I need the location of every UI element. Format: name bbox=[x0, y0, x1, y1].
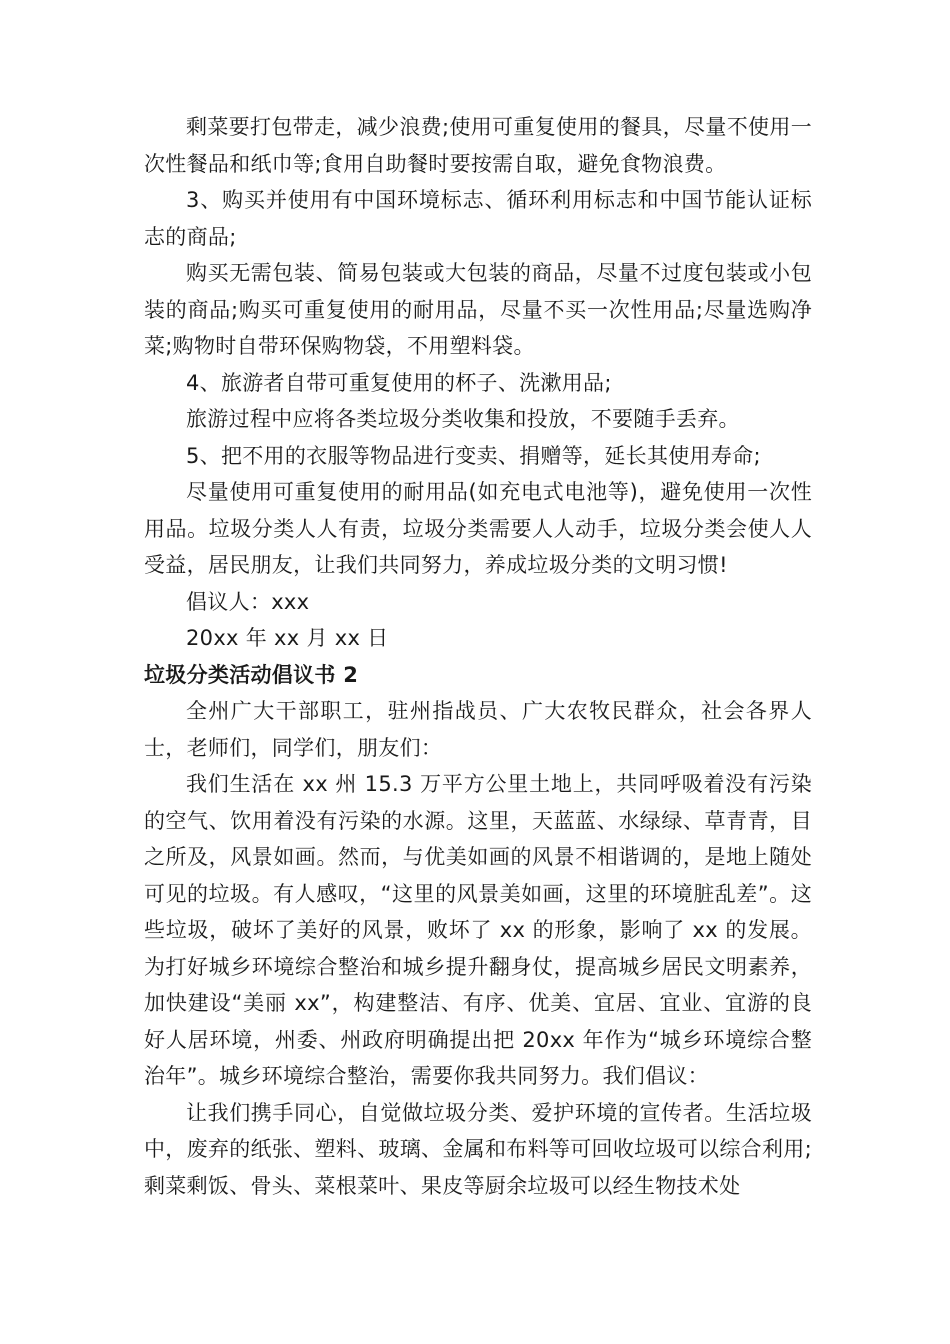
proposer-line: 倡议人：xxx bbox=[186, 589, 310, 614]
section-heading: 垃圾分类活动倡议书 2 bbox=[144, 662, 359, 687]
paragraph-item-3: 3、购买并使用有中国环境标志、循环利用标志和中国节能认证标志的商品; bbox=[144, 188, 812, 249]
paragraph-proposal: 让我们携手同心，自觉做垃圾分类、爱护环境的宣传者。生活垃圾中，废弃的纸张、塑料、玻璃、金属和布料等可回收垃圾可以综合利用;剩菜剩饭、骨头、菜根菜叶、果皮等厨余垃圾可以经生物技术处 bbox=[144, 1100, 812, 1198]
paragraph-item-4: 4、旅游者自带可重复使用的杯子、洗漱用品; bbox=[186, 370, 612, 395]
paragraph-item-5: 5、把不用的衣服等物品进行变卖、捐赠等，延长其使用寿命; bbox=[186, 443, 761, 468]
paragraph-salutation: 全州广大干部职工，驻州指战员、广大农牧民群众，社会各界人士，老师们，同学们，朋友们： bbox=[144, 699, 812, 760]
date-line: 20xx 年 xx 月 xx 日 bbox=[186, 626, 389, 650]
document-page bbox=[144, 109, 812, 1204]
paragraph-travel: 旅游过程中应将各类垃圾分类收集和投放，不要随手丢弃。 bbox=[186, 407, 740, 431]
paragraph-leftover-food: 剩菜要打包带走，减少浪费;使用可重复使用的餐具，尽量不使用一次性餐品和纸巾等;食用自助餐时要按需自取，避免食物浪费。 bbox=[144, 115, 812, 176]
paragraph-durable-goods: 尽量使用可重复使用的耐用品(如充电式电池等)，避免使用一次性用品。垃圾分类人人有责，垃圾分类需要人人动手，垃圾分类会使人人受益，居民朋友，让我们共同努力，养成垃圾分类的文明习惯! bbox=[144, 480, 812, 577]
paragraph-packaging: 购买无需包装、简易包装或大包装的商品，尽量不过度包装或小包装的商品;购买可重复使用的耐用品，尽量不买一次性用品;尽量选购净菜;购物时自带环保购物袋，不用塑料袋。 bbox=[144, 261, 812, 358]
paragraph-introduction: 我们生活在 xx 州 15.3 万平方公里土地上，共同呼吸着没有污染的空气、饮用着没有污染的水源。这里，天蓝蓝、水绿绿、草青青，目之所及，风景如画。然而，与优美如画的风景不相谐调的，是地上随处可见的垃圾。有人感叹，“这里的风景美如画，这里的环境脏乱差”。这些垃圾，破坏了美好的风景，败坏了 xx 的形象，影响了 xx 的发展。为打好城乡环境综合整治和城乡提升翻身仗，提高城乡居民文明素养，加快建设“美丽 xx”，构建整洁、有序、优美、宜居、宜业、宜游的良好人居环境，州委、州政府明确提出把 20xx 年作为“城乡环境综合整治年”。城乡环境综合整治，需要你我共同努力。我们倡议： bbox=[144, 772, 812, 1088]
